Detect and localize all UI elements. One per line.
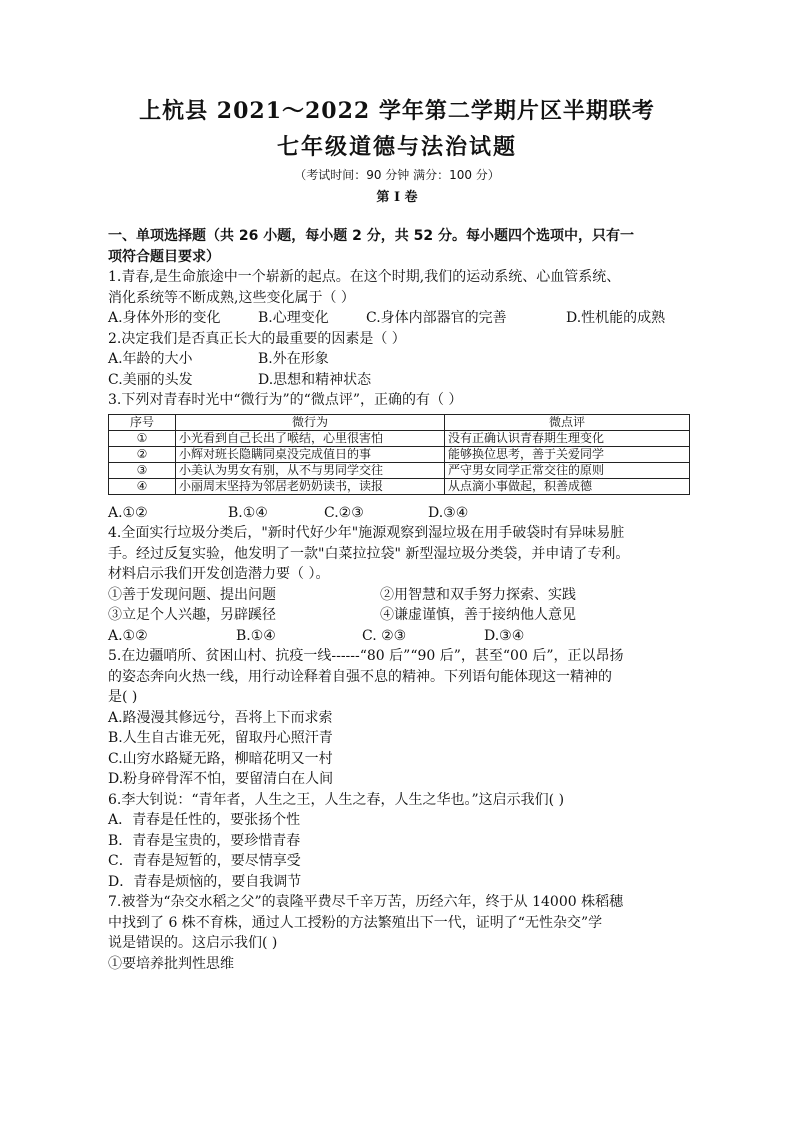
option-d: D.粉身碎骨浑不怕，要留清白在人间: [108, 771, 334, 787]
table-row: [109, 430, 690, 446]
column-header: 微点评: [445, 414, 690, 430]
question-6-stem: 6.李大钊说：“青年者，人生之王，人生之春，人生之华也。”这启示我们( ): [108, 791, 565, 808]
question-4-options: [108, 626, 708, 647]
option-a: A.路漫漫其修远兮，吾将上下而求索: [108, 709, 333, 726]
option-c: C.山穷水路疑无路，柳暗花明又一村: [108, 750, 333, 767]
question-content: [108, 226, 708, 974]
question-2-options-row1: [108, 349, 708, 370]
question-3-stem: 3.下列对青春时光中“微行为”的“微点评”，正确的有（ ）: [108, 392, 463, 408]
option-a: A.①②: [108, 504, 148, 521]
option-c: C. ②③: [362, 627, 407, 644]
statement-4: ④谦虚谨慎，善于接纳他人意见: [380, 607, 576, 623]
table-cell: 严守男女同学正常交往的原则: [445, 462, 690, 478]
part-label: 第 Ⅰ 卷: [376, 190, 418, 205]
question-4-items-row1: [108, 585, 708, 606]
section-heading: 一、单项选择题（共 26 小题，每小题 2 分，共 52 分。每小题四个选项中，只有一: [108, 228, 634, 244]
question-4-stem-cont: 手。经过反复实验，他发明了一款"白菜拉拉袋" 新型湿垃圾分类袋，并申请了专利。: [108, 545, 630, 562]
exam-title: 上杭县 2021～2022 学年第二学期片区半期联考: [139, 98, 655, 124]
question-4-items-row2: [108, 605, 708, 626]
statement-2: ②用智慧和双手努力探索、实践: [380, 586, 576, 603]
option-d: D.性机能的成熟: [566, 310, 666, 326]
option-d: D.③④: [428, 504, 469, 521]
table-cell: 从点滴小事做起，积善成德: [445, 478, 690, 494]
option-c: C.美丽的头发: [108, 371, 193, 388]
table-row: [109, 478, 690, 494]
question-1-options: [108, 308, 708, 329]
question-3-table: [108, 414, 690, 495]
section-heading-cont: 项符合题目要求）: [108, 248, 220, 265]
option-d: D.③④: [484, 627, 525, 644]
question-7-stem-cont: 中找到了 6 株不育株，通过人工授粉的方法繁殖出下一代，证明了“无性杂交”学: [108, 914, 603, 931]
option-b: B.心理变化: [258, 310, 329, 326]
option-b: B.人生自古谁无死，留取丹心照汗青: [108, 730, 333, 746]
statement-1: ①要培养批判性思维: [108, 955, 234, 972]
question-4-stem: 4.全面实行垃圾分类后，"新时代好少年"施源观察到湿垃圾在用手破袋时有异味易脏: [108, 525, 625, 541]
option-c: C．青春是短暂的，要尽情享受: [108, 853, 301, 869]
option-a: A.年龄的大小: [108, 351, 193, 367]
table-row: [109, 446, 690, 462]
question-5-stem-cont: 的姿态奔向火热一线，用行动诠释着自强不息的精神。下列语句能体现这一精神的: [108, 668, 612, 685]
table-cell: 小美认为男女有别，从不与男同学交往: [176, 462, 445, 478]
question-7-stem: 7.被誉为“杂交水稻之父”的袁隆平费尽千辛万苦，历经六年，终于从 14000 株稻穗: [108, 894, 624, 910]
table-cell: 小丽周末坚持为邻居老奶奶读书，读报: [176, 478, 445, 494]
question-5-stem-cont: 是( ): [108, 689, 138, 705]
table-cell: ④: [109, 478, 176, 494]
option-c: C.②③: [324, 504, 364, 521]
option-b: B．青春是宝贵的，要珍惜青春: [108, 832, 301, 849]
table-cell: 小光看到自己长出了喉结，心里很害怕: [176, 430, 445, 446]
option-a: A．青春是任性的，要张扬个性: [108, 812, 301, 828]
table-header-row: [109, 414, 690, 430]
option-d: D．青春是烦恼的，要自我调节: [108, 873, 302, 890]
question-4-stem-cont: 材料启示我们开发创造潜力要（ ）。: [108, 566, 330, 582]
question-5-stem: 5.在边疆哨所、贫困山村、抗疫一线------“80 后”“90 后”，甚至“00 后”，正以昂扬: [108, 648, 624, 664]
statement-3: ③立足个人兴趣，另辟蹊径: [108, 607, 276, 623]
option-d: D.思想和精神状态: [258, 371, 372, 388]
table-row: [109, 462, 690, 478]
exam-info: （考试时间：90 分钟 满分：100 分）: [294, 168, 500, 182]
question-1-stem-cont: 消化系统等不断成熟,这些变化属于（ ）: [108, 289, 355, 306]
table-cell: ③: [109, 462, 176, 478]
question-7-stem-cont: 说是错误的。这启示我们( ): [108, 935, 278, 951]
option-c: C.身体内部器官的完善: [366, 310, 507, 326]
option-b: B.①④: [236, 627, 276, 644]
option-a: A.身体外形的变化: [108, 310, 221, 326]
table-cell: 小辉对班长隐瞒同桌没完成值日的事: [176, 446, 445, 462]
table-cell: 没有正确认识青春期生理变化: [445, 430, 690, 446]
option-b: B.①④: [228, 504, 268, 521]
column-header: 序号: [109, 414, 176, 430]
question-2-stem: 2.决定我们是否真正长大的最重要的因素是（ ）: [108, 330, 406, 347]
option-b: B.外在形象: [258, 351, 329, 367]
question-2-options-row2: [108, 370, 708, 391]
exam-subtitle: 七年级道德与法治试题: [276, 134, 517, 160]
option-a: A.①②: [108, 627, 148, 644]
table-cell: ①: [109, 430, 176, 446]
statement-1: ①善于发现问题、提出问题: [108, 586, 276, 603]
table-cell: ②: [109, 446, 176, 462]
question-3-options: [108, 503, 708, 524]
question-1-stem: 1.青春,是生命旅途中一个崭新的起点。在这个时期,我们的运动系统、心血管系统、: [108, 269, 621, 285]
column-header: 微行为: [176, 414, 445, 430]
table-cell: 能够换位思考，善于关爱同学: [445, 446, 690, 462]
